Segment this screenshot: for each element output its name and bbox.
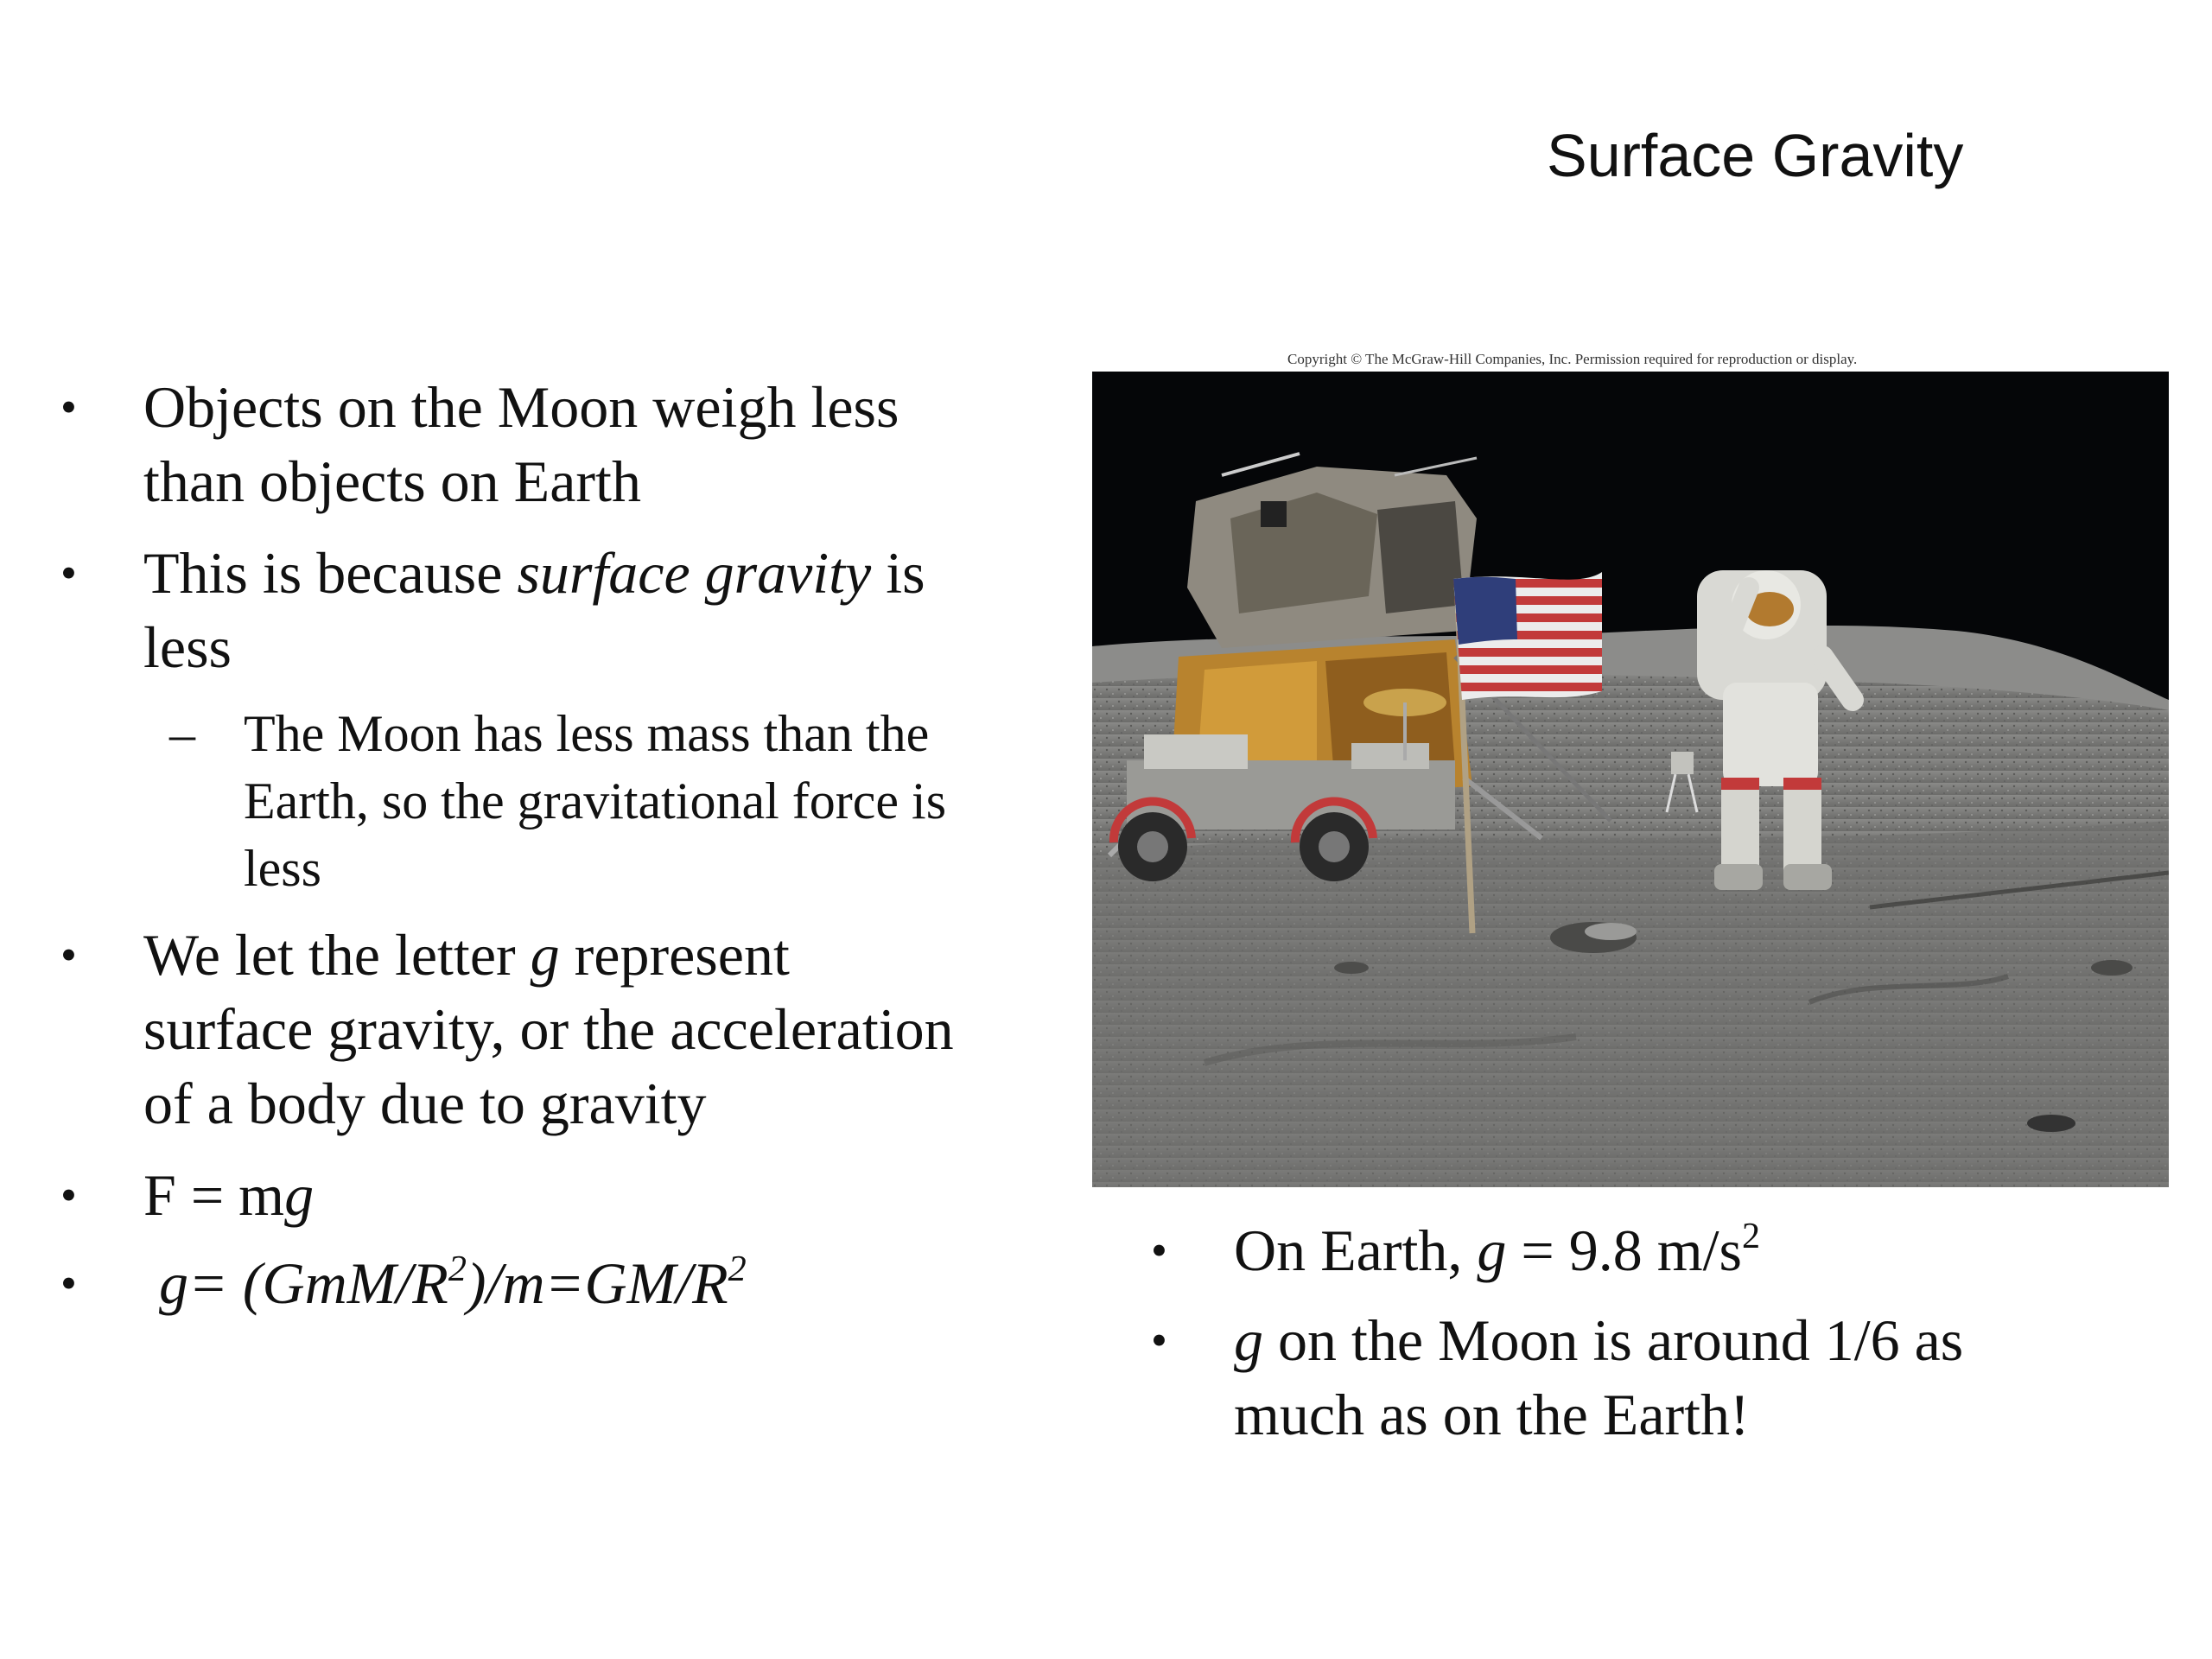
emphasis-term: g: [1234, 1307, 1263, 1373]
copyright-notice: Copyright © The McGraw-Hill Companies, Inc. Permission required for reproduction or display.: [1287, 351, 1858, 367]
bullet-item: [60, 1246, 747, 1320]
bullet-text-line: [143, 536, 925, 610]
bullet-text-line: [1234, 1303, 1963, 1377]
bullet-marker: •: [60, 1169, 77, 1221]
bullet-text-line: surface gravity, or the acceleration: [143, 996, 954, 1062]
bullet-text-line: less: [143, 614, 232, 680]
formula-part: g= (GmM/R: [159, 1250, 448, 1316]
text-run: We let the letter: [143, 922, 531, 988]
superscript: 2: [448, 1249, 467, 1290]
bullet-marker: •: [1151, 1314, 1167, 1366]
text-run: This is because: [143, 540, 518, 606]
bullet-item: [1151, 1213, 1761, 1287]
bullet-marker: •: [60, 381, 77, 433]
bullet-marker: •: [60, 1257, 77, 1309]
bullet-marker: •: [60, 929, 77, 981]
bullet-text-line: Objects on the Moon weigh less: [143, 374, 899, 440]
apollo-moon-photo: [1092, 372, 2169, 1187]
bullet-text-line: much as on the Earth!: [1234, 1382, 1750, 1447]
text-run: on the Moon is around 1/6 as: [1263, 1307, 1964, 1373]
bullet-marker: •: [60, 547, 77, 599]
text-run: is: [871, 540, 925, 606]
superscript: 2: [728, 1249, 747, 1290]
bullet-text-line: The Moon has less mass than the: [244, 705, 930, 762]
emphasis-term: g: [284, 1162, 315, 1228]
text-run: On Earth,: [1234, 1217, 1478, 1283]
formula: [143, 1246, 747, 1320]
dash-marker: –: [169, 705, 195, 762]
bullet-text-line: [143, 918, 954, 992]
sub-bullet-item: [169, 700, 947, 902]
bullet-text-line: less: [244, 840, 321, 897]
bullet-marker: •: [1151, 1224, 1167, 1276]
bullet-item: [1151, 1303, 1964, 1452]
text-run: = 9.8 m/s: [1506, 1217, 1742, 1283]
bullet-text-line: [1234, 1213, 1760, 1287]
bullet-text-line: [143, 1158, 314, 1232]
emphasis-term: g: [1477, 1217, 1507, 1283]
slide-title: Surface Gravity: [1547, 122, 1964, 189]
emphasis-term: surface gravity: [517, 540, 872, 606]
superscript: 2: [1741, 1216, 1761, 1257]
bullet-item: [60, 1158, 315, 1232]
bullet-text-line: than objects on Earth: [143, 448, 641, 514]
text-run: represent: [559, 922, 790, 988]
bullet-text-line: Earth, so the gravitational force is: [244, 772, 947, 830]
formula-part: )/m=GM/R: [466, 1250, 728, 1316]
emphasis-term: g: [530, 922, 560, 988]
bullet-item: [60, 536, 925, 684]
text-run: F = m: [143, 1162, 285, 1228]
bullet-text-line: of a body due to gravity: [143, 1071, 707, 1136]
bullet-item: [60, 370, 899, 518]
bullet-item: [60, 918, 954, 1141]
